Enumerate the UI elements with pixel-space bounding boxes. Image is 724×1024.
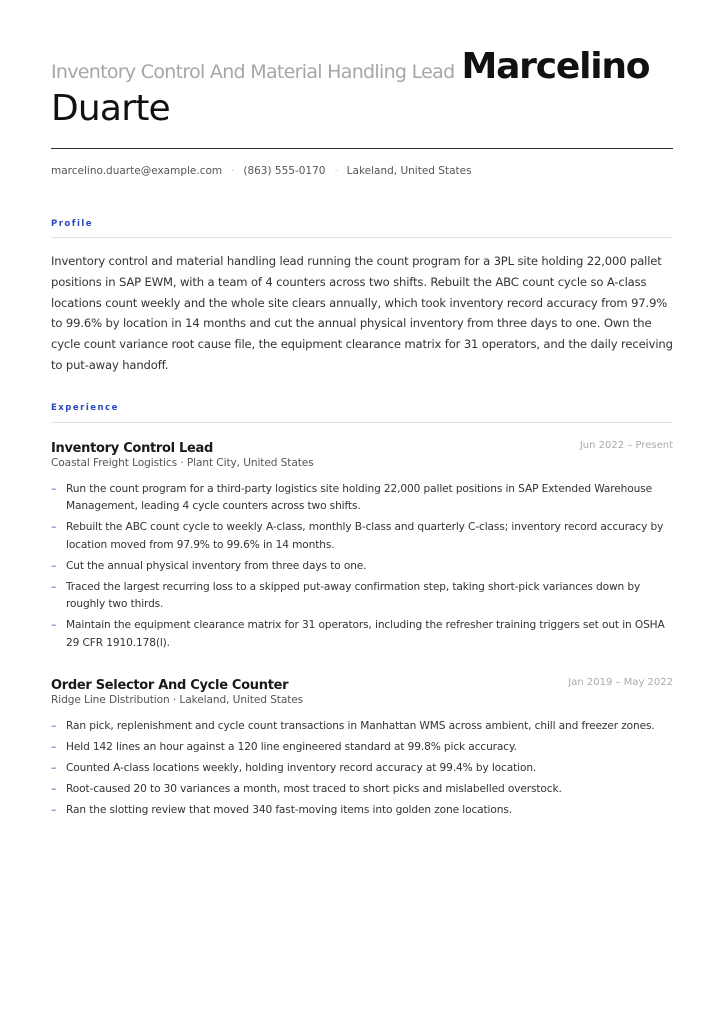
name-block	[51, 46, 673, 129]
bullet-item	[51, 617, 673, 652]
section-divider	[51, 237, 673, 238]
bullet-item	[51, 802, 673, 819]
bullet-dash: –	[51, 580, 57, 593]
bullet-item	[51, 579, 673, 614]
section-heading-experience: Experience	[51, 403, 119, 413]
bullet-dash: –	[51, 741, 57, 753]
bullet-text: Root-caused 20 to 30 variances a month, most traced to short picks and mislabelled overstock.	[66, 783, 562, 795]
entry-header	[51, 674, 673, 692]
last-name: Duarte	[51, 88, 170, 129]
bullet-text: Run the count program for a third-party logistics site holding 22,000 pallet positions in SAP Extended Warehouse Management, leading 4 cycle counters across two shifts.	[66, 483, 652, 513]
section-divider	[51, 422, 673, 423]
bullet-text: Ran the slotting review that moved 340 fast-moving items into golden zone locations.	[66, 804, 512, 816]
job-company: Ridge Line Distribution · Lakeland, United States	[51, 694, 304, 706]
job-company: Coastal Freight Logistics · Plant City, United States	[51, 457, 314, 469]
bullet-item	[51, 481, 673, 516]
bullet-dash: –	[51, 783, 57, 795]
bullet-item	[51, 781, 673, 798]
bullet-dash: –	[51, 619, 57, 632]
bullet-list	[51, 718, 673, 819]
bullet-text: Rebuilt the ABC count cycle to weekly A-class, monthly B-class and quarterly C-class; inventory record accuracy by location moved from 97.9% to 99.6% in 14 months.	[66, 521, 664, 551]
headline-line	[51, 46, 673, 90]
header-divider	[51, 148, 673, 149]
contact-separator: ·	[334, 166, 338, 177]
bullet-dash: –	[51, 762, 57, 774]
bullet-dash: –	[51, 804, 57, 816]
contact-phone[interactable]: (863) 555-0170	[243, 165, 326, 177]
contact-separator: ·	[231, 166, 235, 177]
bullet-list	[51, 481, 673, 652]
bullet-dash: –	[51, 483, 57, 495]
bullet-text: Traced the largest recurring loss to a skipped put-away confirmation step, taking short-pick variances down by roughly two thirds.	[66, 580, 641, 611]
contact-location: Lakeland, United States	[346, 165, 472, 177]
experience-entry	[51, 674, 673, 823]
bullet-text: Maintain the equipment clearance matrix for 31 operators, including the refresher training triggers set out in OSHA 29 CFR 1910.178(l).	[66, 619, 665, 649]
bullet-text: Counted A-class locations weekly, holding inventory record accuracy at 99.4% by location.	[66, 762, 537, 774]
bullet-item	[51, 739, 673, 756]
contact-line	[51, 165, 472, 177]
bullet-text: Ran pick, replenishment and cycle count transactions in Manhattan WMS across ambient, chill and freezer zones.	[66, 720, 655, 732]
job-title: Inventory Control And Material Handling Lead	[51, 61, 455, 83]
bullet-item	[51, 760, 673, 777]
bullet-dash: –	[51, 521, 57, 534]
job-dates: Jan 2019 – May 2022	[568, 677, 673, 688]
bullet-item	[51, 519, 673, 554]
job-dates: Jun 2022 – Present	[579, 440, 673, 451]
bullet-item	[51, 718, 673, 735]
profile-summary: Inventory control and material handling lead running the count program for a 3PL site holding 22,000 pallet positions in SAP EWM, with a team of 4 counters across two shifts. Rebuilt the ABC count cycle so A-class locations count weekly and the whole site clears annually, which took inventory record accuracy from 97.9% to 99.6% by location in 14 months and cut the annual physical inventory from three days to one. Own the cycle count variance root cause file, the equipment clearance matrix for 31 operators, and the daily receiving to put-away handoff.	[51, 254, 673, 372]
job-role: Order Selector And Cycle Counter	[51, 678, 289, 693]
entry-header	[51, 437, 673, 455]
bullet-text: Held 142 lines an hour against a 120 line engineered standard at 99.8% pick accuracy.	[66, 741, 517, 753]
experience-entry	[51, 437, 673, 656]
bullet-item	[51, 558, 673, 575]
first-name: Marcelino	[461, 46, 650, 87]
section-heading-profile: Profile	[51, 219, 94, 229]
contact-email[interactable]: marcelino.duarte@example.com	[51, 165, 223, 177]
job-role: Inventory Control Lead	[51, 441, 214, 456]
bullet-dash: –	[51, 720, 57, 732]
bullet-text: Cut the annual physical inventory from three days to one.	[66, 559, 367, 572]
bullet-dash: –	[51, 559, 57, 572]
